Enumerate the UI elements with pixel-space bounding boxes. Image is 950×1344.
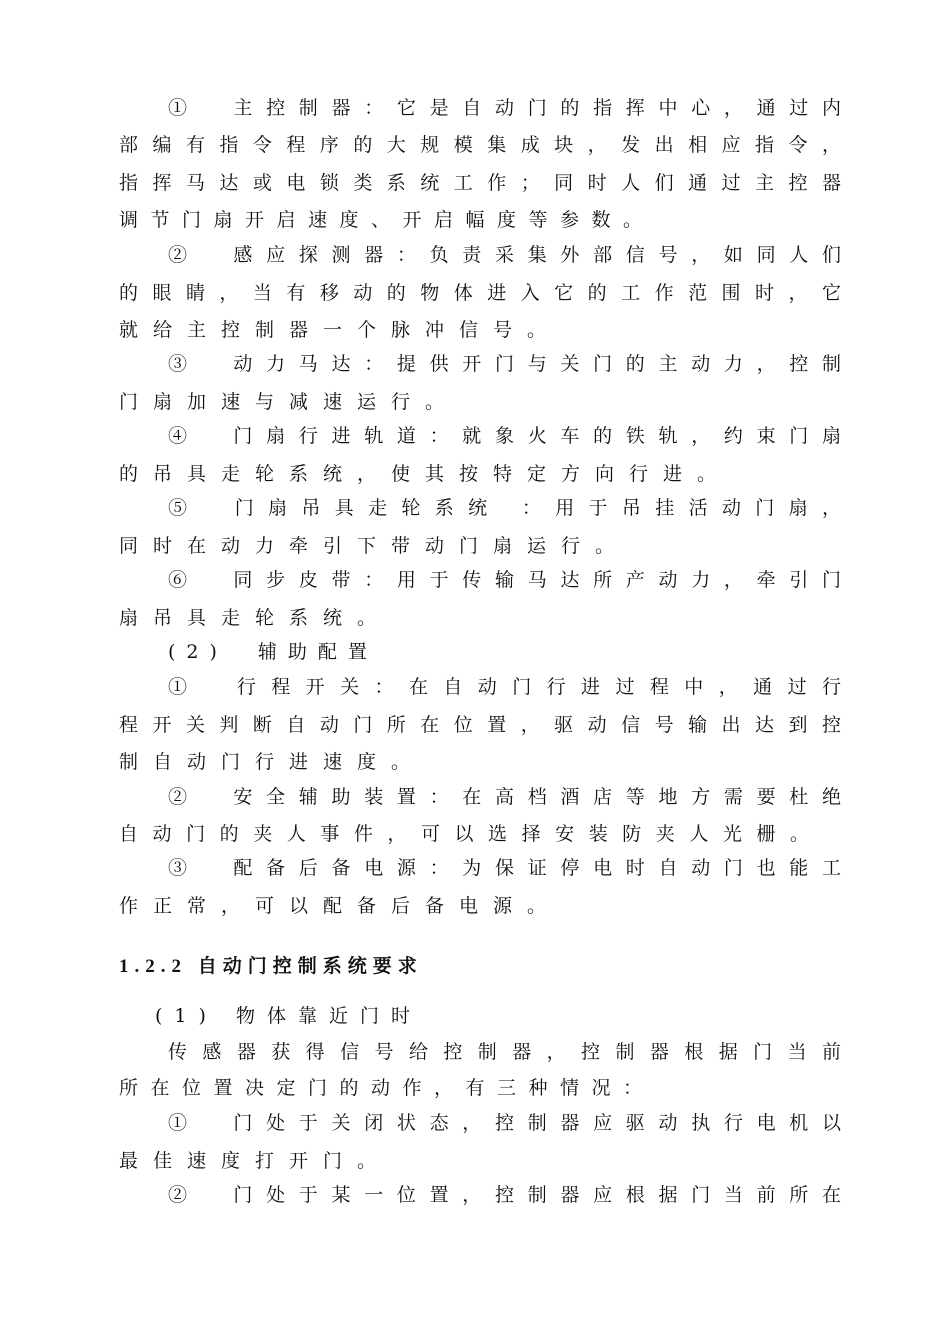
text-line: ② 感应探测器：负责采集外部信号，如同人们	[168, 244, 841, 266]
text-line: 就给主控制器一个脉冲信号。	[119, 319, 562, 341]
subsection-label: (1) 物体靠近门时	[155, 1005, 422, 1027]
text-line: 同时在动力牵引下带动门扇运行。	[119, 535, 630, 557]
text-line: ① 行程开关：在自动门行进过程中，通过行	[168, 676, 841, 698]
text-line: ② 安全辅助装置：在高档酒店等地方需要杜绝	[168, 786, 841, 808]
text-line: 传感器获得信号给控制器，控制器根据门当前	[168, 1041, 841, 1063]
text-line: 所在位置决定门的动作，有三种情况：	[119, 1077, 655, 1099]
text-line: 扇吊具走轮系统。	[119, 607, 392, 629]
text-line: ① 主控制器：它是自动门的指挥中心，通过内	[168, 97, 841, 119]
text-line: ⑥ 同步皮带：用于传输马达所产动力，牵引门	[168, 569, 841, 591]
text-line: 最佳速度打开门。	[119, 1150, 392, 1172]
text-line: ④ 门扇行进轨道：就象火车的铁轨，约束门扇	[168, 425, 841, 447]
text-line: ③ 动力马达：提供开门与关门的主动力，控制	[168, 353, 841, 375]
text-line: 的眼睛，当有移动的物体进入它的工作范围时，它	[119, 282, 841, 304]
section-heading: 1.2.2 自动门控制系统要求	[119, 956, 423, 977]
text-line: ③ 配备后备电源：为保证停电时自动门也能工	[168, 857, 841, 879]
text-line: 指挥马达或电锁类系统工作；同时人们通过主控器	[119, 172, 841, 194]
text-line: 作正常，可以配备后备电源。	[119, 895, 562, 917]
text-line: ② 门处于某一位置，控制器应根据门当前所在	[168, 1184, 841, 1206]
text-line: 部编有指令程序的大规模集成块，发出相应指令，	[119, 134, 841, 156]
section-label: (2) 辅助配置	[168, 641, 378, 663]
text-line: 调节门扇开启速度、开启幅度等参数。	[119, 209, 655, 231]
text-line: 的吊具走轮系统，使其按特定方向行进。	[119, 463, 732, 485]
text-line: 程开关判断自动门所在位置，驱动信号输出达到控	[119, 714, 841, 736]
text-line: 门扇加速与减速运行。	[119, 391, 460, 413]
text-line: ⑤ 门扇吊具走轮系统 ：用于吊挂活动门扇，	[168, 497, 841, 519]
text-line: 制自动门行进速度。	[119, 751, 426, 773]
text-line: 自动门的夹人事件，可以选择安装防夹人光栅。	[119, 823, 809, 845]
text-line: ① 门处于关闭状态，控制器应驱动执行电机以	[168, 1112, 841, 1134]
